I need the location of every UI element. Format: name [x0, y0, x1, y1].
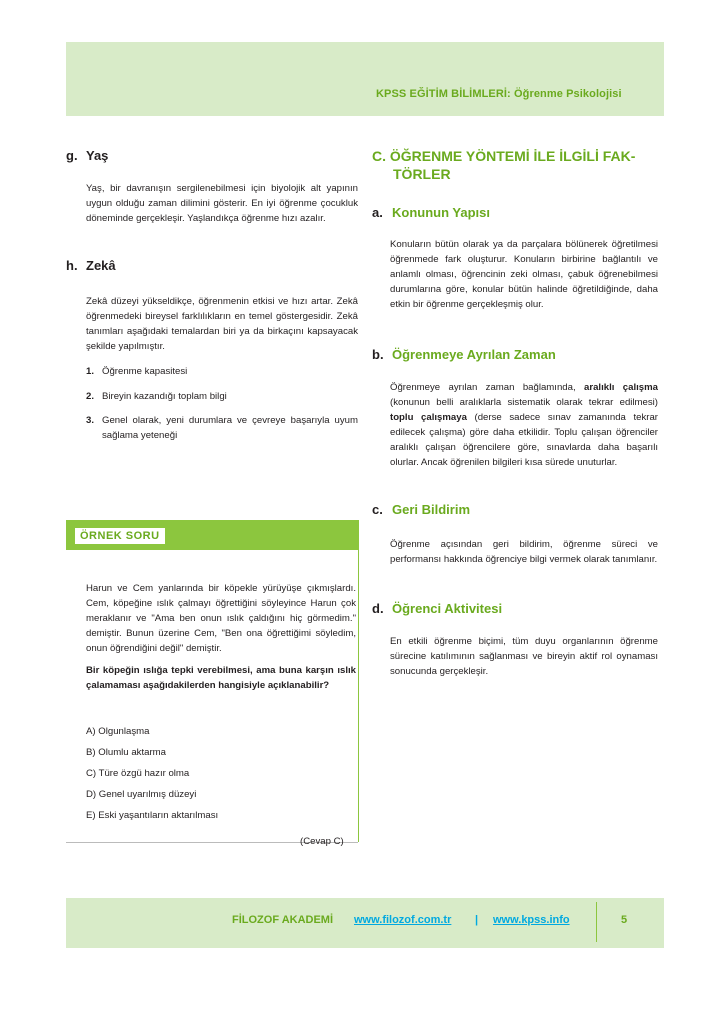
list-item-text: Öğrenme kapasitesi: [102, 366, 188, 377]
list-item: [86, 389, 358, 404]
main-section-title: [372, 147, 664, 183]
section-c-heading: [372, 502, 470, 517]
option-list: [86, 724, 356, 829]
section-g-text: Yaş, bir davranışın sergilenebilmesi için biyolojik alt yapının uygun olduğu zaman dilimini gösterir. En iyi öğrenme çocukluk döneminde gerçekleşir. Yaşlandıkça öğrenme hızı azalır.: [86, 183, 358, 224]
section-c-letter: c.: [372, 502, 383, 517]
section-h-heading: [66, 258, 358, 273]
section-d-title: Öğrenci Aktivitesi: [392, 601, 503, 616]
section-a-heading: [372, 205, 490, 220]
section-b-letter: b.: [372, 347, 384, 362]
option-c[interactable]: C) Türe özgü hazır olma: [86, 768, 190, 779]
section-d-text: En etkili öğrenme biçimi, tüm duyu organlarının öğrenme sürecine katılımının sağlanması ve bireyin aktif rol oynaması sonucunda gerçekleşir.: [390, 636, 658, 677]
section-a-text: Konuların bütün olarak ya da parçalara bölünerek öğretilmesi öğrenmede fark oluşturur. Konuların birbirine bağlantılı ve anlamlı olması, öğrencinin zeki olması, çabuk öğrenebilmesi durumlarına göre, konular bütün halinde öğretildiğinde, daha etkin bir öğrenme gerçekleşmiş olur.: [390, 239, 658, 310]
section-g-heading: [66, 148, 358, 163]
example-answer: (Cevap C): [300, 836, 344, 847]
section-g: [66, 148, 358, 163]
list-item-text: Genel olarak, yeni durumlara ve çevreye başarıyla uyum sağlama yeteneği: [102, 415, 358, 441]
footer-link-kpss[interactable]: www.kpss.info: [493, 914, 570, 926]
section-b-title: Öğrenmeye Ayrılan Zaman: [392, 347, 556, 362]
section-b-text-mid: (konunun belli aralıklarla sistematik olarak tekrar edilmesi): [390, 397, 658, 408]
section-g-title: Yaş: [86, 148, 109, 163]
section-b-bold1: aralıklı çalışma: [584, 382, 658, 393]
section-a-letter: a.: [372, 205, 383, 220]
section-h-text: Zekâ düzeyi yükseldikçe, öğrenmenin etkisi ve hızı artar. Zekâ öğrenmedeki bireysel farklılıkların en temel göstergesidir. Zekâ tanımları aşağıdaki temalardan biri ya da birkaçını kapsayacak şekilde yapılmıştır.: [86, 296, 358, 352]
option-e[interactable]: E) Eski yaşantıların aktarılması: [86, 810, 219, 821]
section-d-letter: d.: [372, 601, 384, 616]
list-item: [86, 413, 358, 443]
example-question: Bir köpeğin ıslığa tepki verebilmesi, ama buna karşın ıslık çalamaması aşağıdakilerden hangisiyle açıklanabilir?: [86, 665, 356, 691]
list-item-num: 2.: [86, 391, 95, 402]
option-b[interactable]: B) Olumlu aktarma: [86, 747, 166, 758]
section-b-text-post: (derse sadece sınav zamanında tekrar edilecek çalışma) göre daha etkilidir. Toplu çalışan öğrenciler aralıklı çalışan öğrencilere göre, sınavlarda daha başarılı olurlar. Ancak öğrenilen bilgileri kısa sürede unuturlar.: [390, 412, 658, 468]
section-c-text: Öğrenme açısından geri bildirim, öğrenme süreci ve performansı hakkında öğrenciye bilgi vermek olarak tanımlanır.: [390, 539, 658, 565]
option-a[interactable]: A) Olgunlaşma: [86, 726, 150, 737]
footer-brand: FİLOZOF AKADEMİ: [232, 914, 334, 926]
section-h-title: Zekâ: [86, 258, 116, 273]
list-item-num: 1.: [86, 366, 95, 377]
section-b-text-pre: Öğrenmeye ayrılan zaman bağlamında,: [390, 382, 585, 393]
section-b-text: [390, 380, 658, 470]
footer-divider: [596, 902, 597, 942]
section-g-letter: g.: [66, 148, 78, 163]
footer-separator: |: [475, 914, 479, 926]
main-section-title-line1: C. ÖĞRENME YÖNTEMİ İLE İLGİLİ FAK-: [372, 148, 636, 164]
header-band: [66, 42, 664, 116]
header-title: KPSS EĞİTİM BİLİMLERİ: Öğrenme Psikolojisi: [376, 88, 622, 100]
section-h-letter: h.: [66, 258, 78, 273]
example-divider: [358, 520, 359, 842]
section-c-title: Geri Bildirim: [392, 502, 471, 517]
example-label: ÖRNEK SORU: [75, 528, 165, 544]
option-d[interactable]: D) Genel uyarılmış düzeyi: [86, 789, 197, 800]
main-section-title-line2: TÖRLER: [393, 166, 451, 182]
list-item-num: 3.: [86, 415, 95, 426]
section-b-heading: [372, 347, 556, 362]
list-item-text: Bireyin kazandığı toplam bilgi: [102, 391, 227, 402]
example-story: Harun ve Cem yanlarında bir köpekle yürüyüşe çıkmışlardı. Cem, köpeğine ıslık çalmayı öğrettiğini söyleyince Harun çok meraklanır ve "Ama ben onun ıslık çaldığını hiç görmedim." demiştir. Bunun üzerine Cem, "Ben ona öğrettiğimi söyledim, onun öğrendiğini değil" demiştir.: [86, 583, 356, 654]
section-h: [66, 258, 358, 273]
section-d-heading: [372, 601, 502, 616]
section-a-title: Konunun Yapısı: [392, 205, 490, 220]
page-number: 5: [621, 914, 628, 926]
section-b-bold2: toplu çalışmaya: [390, 412, 467, 423]
footer-link-filozof[interactable]: www.filozof.com.tr: [354, 914, 452, 926]
list-item: [86, 364, 358, 379]
